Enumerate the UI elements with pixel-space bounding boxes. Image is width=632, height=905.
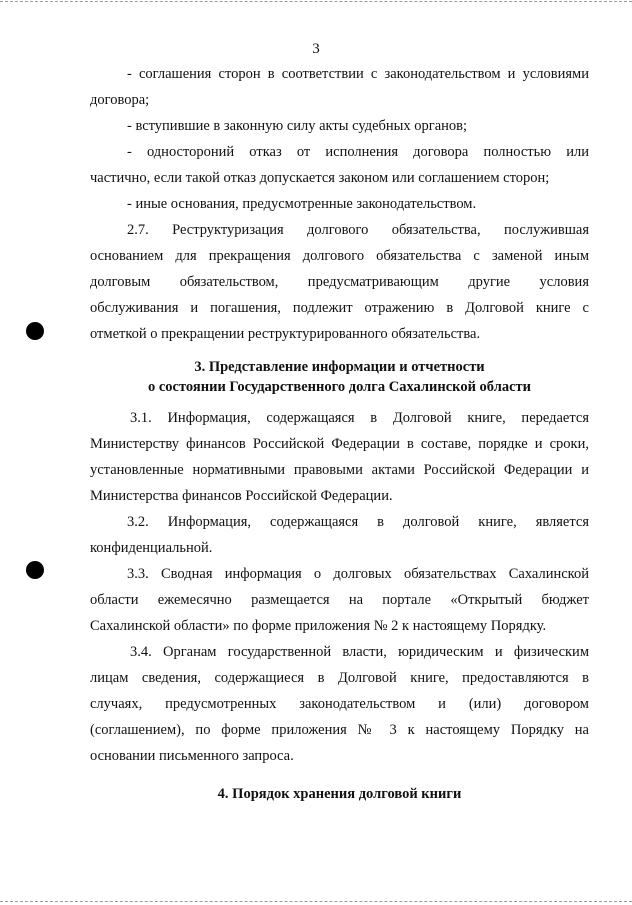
text-line: установленные нормативными правовыми актами Российской Федерации и [90,462,589,478]
paragraph-2-7 [90,217,589,347]
text-line: 3.3. Сводная информация о долговых обязательствах Сахалинской [127,566,589,582]
document-body [90,61,589,807]
text-line: - соглашения сторон в соответствии с законодательством и условиями [127,66,589,82]
paragraph-3-2 [90,509,589,561]
text-line: конфиденциальной. [90,540,213,556]
text-line: Сахалинской области» по форме приложения № 2 к настоящему Порядку. [90,618,547,634]
paragraph-3-3 [90,561,589,639]
heading-line: о состоянии Государственного долга Сахалинской области [147,379,531,395]
text-line: - одностороний отказ от исполнения договора полностью или [127,144,589,160]
text-line: долговым обязательством, предусматривающим другие условия [90,274,589,290]
text-line: отметкой о прекращении реструктурированного обязательства. [90,326,481,342]
text-line: области ежемесячно размещается на портале «Открытый бюджет [90,592,589,608]
text-line: 3.2. Информация, содержащаяся в долговой книге, является [127,514,589,530]
text-line: Министерства финансов Российской Федерации. [90,488,393,504]
text-line: 3.4. Органам государственной власти, юридическим и физическим [130,644,589,660]
text-line: основанием для прекращения долгового обязательства с заменой иным [90,248,589,264]
heading-line: 3. Представление информации и отчетности [194,359,485,375]
text-line: 3.1. Информация, содержащаяся в Долговой книге, передается [130,410,589,426]
text-line: Министерству финансов Российской Федерации в составе, порядке и сроки, [90,436,589,452]
text-line: - вступившие в законную силу акты судебных органов; [127,118,468,134]
scan-edge-bottom [0,901,632,902]
text-line: основании письменного запроса. [90,748,294,764]
text-line: лицам сведения, содержащиеся в Долговой книге, предоставляются в [90,670,589,686]
page-number: 3 [312,41,320,57]
text-line: договора; [90,92,150,108]
text-line: - иные основания, предусмотренные законодательством. [127,196,477,212]
paragraph-list-item-1 [90,61,589,113]
text-line: случаях, предусмотренных законодательством и (или) договором [90,696,589,712]
text-line: обслуживания и погашения, подлежит отражению в Долговой книге с [90,300,589,316]
text-line: (соглашением), по форме приложения № 3 к настоящему Порядку на [90,722,589,738]
section-heading-3 [90,357,589,397]
punch-hole-bottom [26,561,44,579]
text-line: 2.7. Реструктуризация долгового обязательства, послужившая [127,222,589,238]
heading-line: 4. Порядок хранения долговой книги [217,786,462,802]
paragraph-list-item-3 [90,139,589,191]
text-line: частично, если такой отказ допускается законом или соглашением сторон; [90,170,550,186]
paragraph-list-item-2 [90,113,589,139]
scan-edge-top [0,1,632,2]
paragraph-3-1 [90,405,589,509]
paragraph-3-4 [90,639,589,769]
paragraph-list-item-4 [90,191,589,217]
punch-hole-top [26,322,44,340]
section-heading-4 [90,781,589,807]
